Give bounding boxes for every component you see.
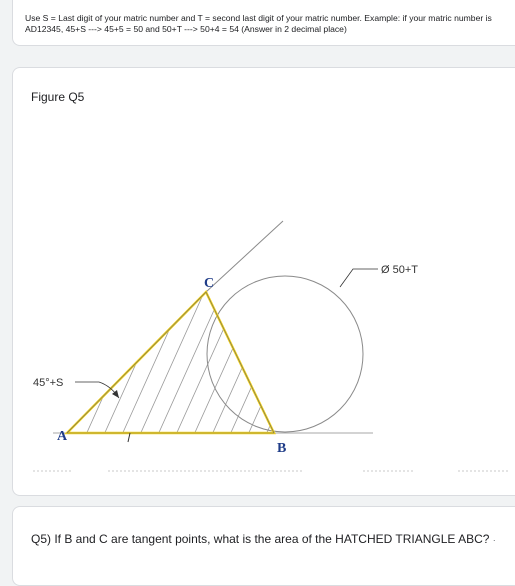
label-point-b: B <box>277 441 287 456</box>
figure-title: Figure Q5 <box>31 90 85 104</box>
triangle-abc <box>67 292 274 433</box>
instructions-card <box>12 0 515 46</box>
question-card <box>12 506 515 586</box>
figure-q5-diagram <box>13 68 515 497</box>
instructions-text: Use S = Last digit of your matric number and T = second last digit of your matric number. Example: if your matric number is AD12345, 45+S ---> 45+5 = 50 and 50+T ---> 50+4 = 54 (Answer in 2 decimal place) <box>25 13 492 34</box>
question-text: Q5) If B and C are tangent points, what is the area of the HATCHED TRIANGLE ABC? <box>31 532 490 546</box>
label-angle: 45°+S <box>33 377 64 389</box>
question-text-wrapper <box>31 529 501 550</box>
angle-leader <box>75 382 119 398</box>
question-trailing-marker: · <box>492 535 496 545</box>
baseline-tick <box>128 433 130 442</box>
figure-card <box>12 67 515 496</box>
triangle-hatch <box>53 268 341 468</box>
label-point-a: A <box>57 429 68 444</box>
extension-line <box>206 221 283 292</box>
label-point-c: C <box>204 276 215 291</box>
triangle-abc-outline <box>67 292 274 433</box>
diameter-leader <box>340 269 378 287</box>
label-diameter: Ø 50+T <box>381 264 418 276</box>
